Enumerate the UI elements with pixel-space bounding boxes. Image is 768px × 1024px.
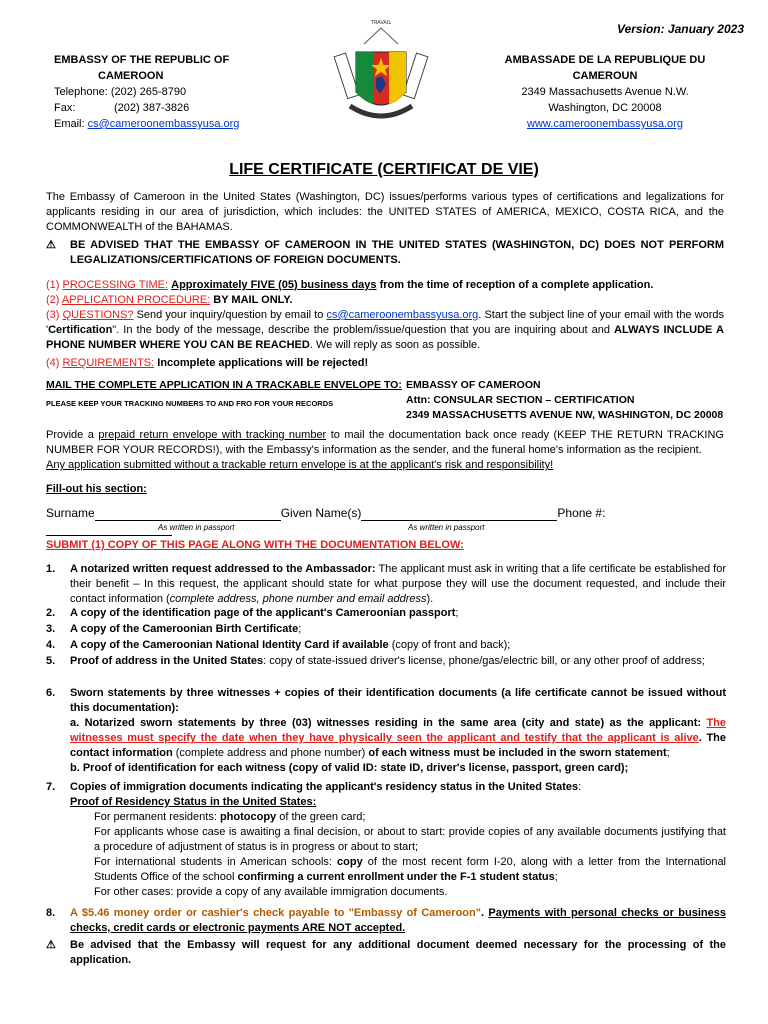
surname-label: Surname xyxy=(46,506,95,520)
requirement-item-6: 6. Sworn statements by three witnesses + copies of their identification documents (a life certificate cannot be issued without this documentation): a. Notarized sworn statements by three (03) witnesses residing in the same area (city and state) as the applicant: The witnesses must specify the date when they have physically seen the applicant and testify that the applicant is alive. The contact information (complete address and phone number) of each witness must be included in the sworn statement; b. Proof of identification for each witness (copy of valid ID: state ID, driver's license, passport, green card); xyxy=(46,687,726,774)
coat-of-arms-motto-top: TRAVAIL xyxy=(370,20,392,26)
point-requirements: (4) REQUIREMENTS: Incomplete applications will be rejected! xyxy=(46,357,369,369)
questions-email-link[interactable]: cs@cameroonembassyusa.org xyxy=(326,309,479,321)
phone-label: Phone #: xyxy=(557,506,606,520)
ambassade-name-line2: CAMEROUN xyxy=(572,70,638,82)
email-link[interactable]: cs@cameroonembassyusa.org xyxy=(87,118,240,130)
foreign-docs-warning: ⚠ BE ADVISED THAT THE EMBASSY OF CAMEROON IN THE UNITED STATES (WASHINGTON, DC) DOES NOT PERFORM LEGALIZATIONS/CERTIFICATIONS OF FOREIGN DOCUMENTS. xyxy=(46,239,724,266)
return-envelope-paragraph: Provide a prepaid return envelope with tracking number to mail the documentation back once ready (KEEP THE RETURN TRACKING NUMBER FOR YOUR RECORDS!), with the Embassy's information as the sender, and the funeral home's information as the recipient. Any application submitted without a trackable return envelope is at the applicant's risk and responsibility! xyxy=(46,429,724,471)
final-warning: ⚠ Be advised that the Embassy will request for any additional document deemed necessary for the processing of the application. xyxy=(46,939,726,966)
fillout-row xyxy=(46,506,726,536)
requirement-item-1: 1. A notarized written request addressed to the Ambassador: The applicant must ask in writing that a life certificate be established for their benefit – In this request, the applicant should state for what purpose they will use the document requested, and include their contact information (complete address, phone number and email address). xyxy=(46,563,726,605)
given-names-label: Given Name(s) xyxy=(280,506,362,520)
surname-hint: As written in passport xyxy=(158,523,235,532)
warning-icon: ⚠ xyxy=(46,939,56,951)
email-row: Email: cs@cameroonembassyusa.org xyxy=(54,118,240,130)
requirement-item-8: 8. A $5.46 money order or cashier's check payable to "Embassy of Cameroon". Payments with personal checks or business checks, credit cards or electronic payments ARE NOT accepted. xyxy=(46,907,726,934)
point-questions: (3) QUESTIONS? Send your inquiry/question by email to cs@cameroonembassyusa.org. Start the subject line of your email with the words 'Certification". In the body of the message, describe the problem/issue/question that you are inquiring about and ALWAYS INCLUDE A PHONE NUMBER WHERE YOU CAN BE REACHED. We will reply as soon as possible. xyxy=(46,309,725,351)
given-names-hint: As written in passport xyxy=(408,523,485,532)
mail-instruction: MAIL THE COMPLETE APPLICATION IN A TRACKABLE ENVELOPE TO: xyxy=(46,379,402,391)
tracking-note: PLEASE KEEP YOUR TRACKING NUMBERS TO AND FRO FOR YOUR RECORDS xyxy=(46,399,334,408)
embassy-name-line2: CAMEROON xyxy=(98,70,164,82)
header-left xyxy=(54,52,294,132)
telephone-value: (202) 265-8790 xyxy=(110,86,187,98)
header-right xyxy=(500,52,710,132)
point-processing-time: (1) PROCESSING TIME: Approximately FIVE (05) business days from the time of reception of a complete application. xyxy=(46,279,654,291)
version-label: Version: January 2023 xyxy=(617,22,744,36)
requirement-item-5: 5. Proof of address in the United States: copy of state-issued driver's license, phone/gas/electric bill, or any other proof of address; xyxy=(46,655,705,667)
fax-row: Fax: (202) 387-3826 xyxy=(54,102,190,114)
fillout-heading: Fill-out his section: xyxy=(46,483,147,495)
coat-of-arms-motto-bottom: PAIX · TRAVAIL · PATRIE xyxy=(355,119,407,124)
warning-icon: ⚠ xyxy=(46,239,56,251)
embassy-name-line1: EMBASSY OF THE REPUBLIC OF xyxy=(54,54,230,66)
page-title: LIFE CERTIFICATE (CERTIFICAT DE VIE) xyxy=(229,161,539,178)
intro-paragraph: The Embassy of Cameroon in the United States (Washington, DC) issues/performs various types of certifications and legalizations for applicants residing in our area of jurisdiction, which includes: the UNITED STATES of AMERICA, MEXICO, COSTA RICA, and the COMMONWEALTH of the BAHAMAS. xyxy=(46,191,724,233)
fax-value: (202) 387-3826 xyxy=(114,102,190,114)
address-line2: Washington, DC 20008 xyxy=(548,102,662,114)
point-application-procedure: (2) APPLICATION PROCEDURE: BY MAIL ONLY. xyxy=(46,294,293,306)
submit-instruction: SUBMIT (1) COPY OF THIS PAGE ALONG WITH THE DOCUMENTATION BELOW: xyxy=(46,539,464,551)
requirement-item-3: 3. A copy of the Cameroonian Birth Certificate; xyxy=(46,623,302,635)
mail-address: EMBASSY OF CAMEROON Attn: CONSULAR SECTION – CERTIFICATION 2349 MASSACHUSETTS AVENUE NW, WASHINGTON, DC 20008 xyxy=(406,379,724,421)
address-line1: 2349 Massachusetts Avenue N.W. xyxy=(521,86,689,98)
telephone-row: Telephone: (202) 265-8790 xyxy=(54,86,187,98)
requirement-item-7: 7. Copies of immigration documents indicating the applicant's residency status in the United States: Proof of Residency Status in the United States: For permanent residents: photocopy of the green card; For applicants whose case is awaiting a final decision, or about to start: provide copies of any available documents justifying that a procedure of adjustment of status is in progress or about to start; For international students in American schools: copy of the most recent form I-20, along with a letter from the International Students Office of the school confirming a current enrollment under the F-1 student status; For other cases: provide a copy of any available immigration documents. xyxy=(46,781,727,898)
requirement-item-4: 4. A copy of the Cameroonian National Identity Card if available (copy of front and back); xyxy=(46,639,511,651)
requirement-item-2: 2. A copy of the identification page of the applicant's Cameroonian passport; xyxy=(46,607,459,619)
ambassade-name-line1: AMBASSADE DE LA REPUBLIQUE DU xyxy=(504,54,706,66)
coat-of-arms-icon xyxy=(326,14,436,132)
website-link[interactable]: www.cameroonembassyusa.org xyxy=(527,118,683,130)
phone-field[interactable] xyxy=(46,523,172,536)
